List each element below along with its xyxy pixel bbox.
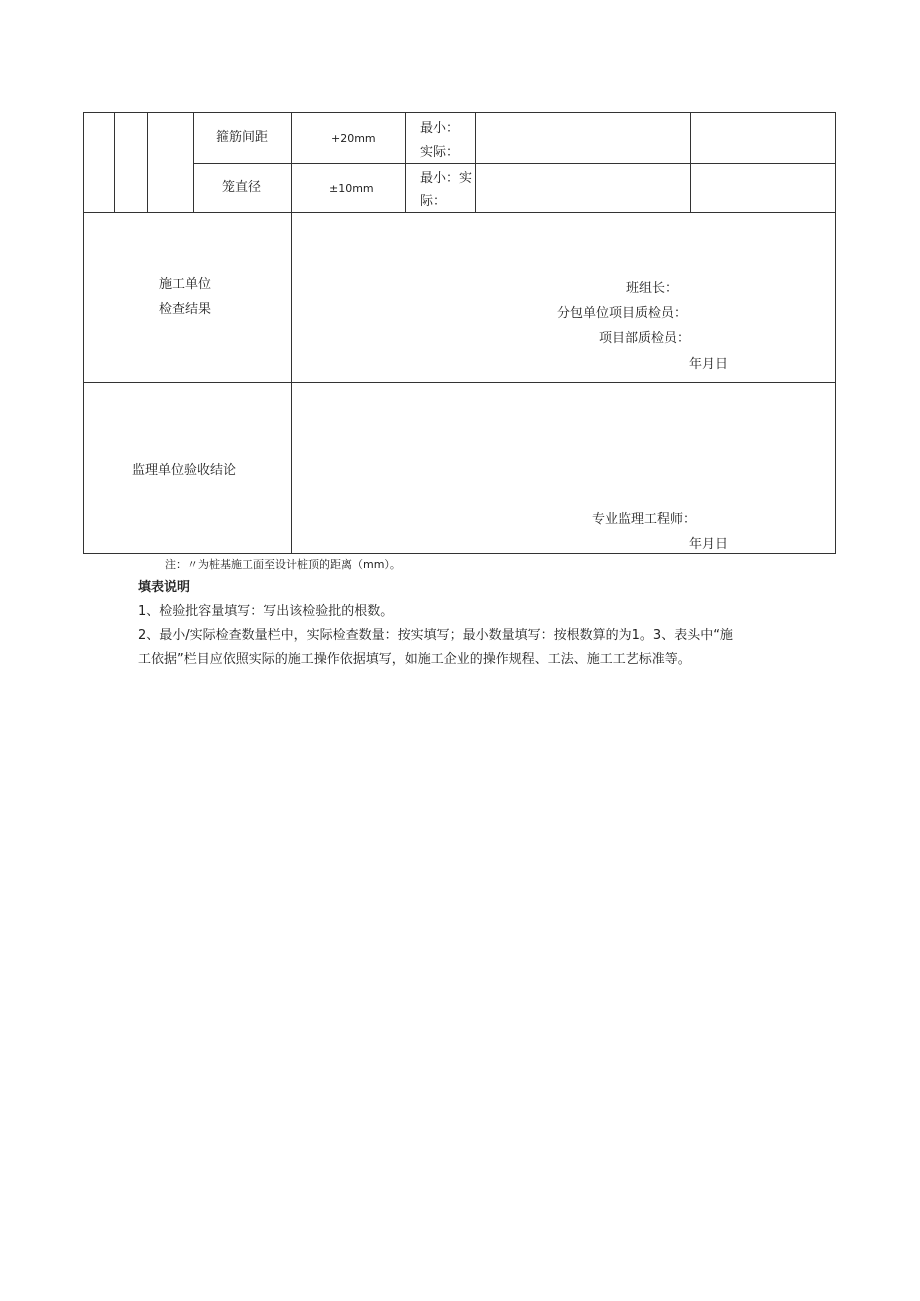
construction-unit-label: 施工单位	[159, 277, 212, 292]
table-border-top	[83, 112, 836, 113]
project-inspector-label: 项目部质检员：	[599, 331, 691, 346]
item-stirrup-spacing: 箍筋间距	[216, 130, 269, 145]
col-divider	[690, 112, 691, 213]
instruction-item-2-line-1: 2、最小/实际检查数量栏中，实际检查数量：按实填写；最小数量填写：按根数算的为1。3、表头中“施	[138, 628, 733, 643]
col-divider	[405, 112, 406, 213]
table-border-right	[835, 112, 836, 554]
sub-inspector-label: 分包单位项目质检员：	[557, 306, 688, 321]
item-cage-diameter: 笼直径	[222, 180, 262, 195]
table-border-bottom	[83, 553, 836, 554]
supervising-engineer-label: 专业监理工程师：	[592, 512, 697, 527]
instructions-title: 填表说明	[138, 580, 191, 595]
tolerance-cage-diameter: ±10mm	[329, 182, 374, 195]
supervision-conclusion-label: 监理单位验收结论	[132, 463, 237, 478]
tolerance-stirrup-spacing: +20mm	[331, 132, 376, 145]
check-min-label: 最小：	[420, 121, 460, 136]
col-divider	[291, 112, 292, 554]
check-actual-label: 际：	[420, 194, 447, 209]
table-footnote: 注：〃为桩基施工面至设计桩顶的距离（mm）。	[165, 558, 401, 571]
inspection-result-label: 检查结果	[159, 302, 212, 317]
col-divider	[114, 112, 115, 213]
team-leader-label: 班组长：	[626, 281, 679, 296]
col-divider	[193, 112, 194, 213]
col-divider	[475, 112, 476, 213]
instruction-item-2-line-2: 工依据”栏目应依照实际的施工操作依据填写，如施工企业的操作规程、工法、施工工艺标准等。	[138, 652, 691, 667]
supervision-date-label: 年月日	[689, 537, 729, 552]
construction-date-label: 年月日	[689, 357, 729, 372]
col-divider	[147, 112, 148, 213]
row-divider	[193, 163, 836, 164]
row-divider	[83, 212, 836, 213]
check-min-label: 最小：实	[420, 171, 473, 186]
table-border-left	[83, 112, 84, 554]
check-actual-label: 实际：	[420, 145, 460, 160]
row-divider	[83, 382, 836, 383]
instruction-item-1: 1、检验批容量填写：写出该检验批的根数。	[138, 604, 394, 619]
